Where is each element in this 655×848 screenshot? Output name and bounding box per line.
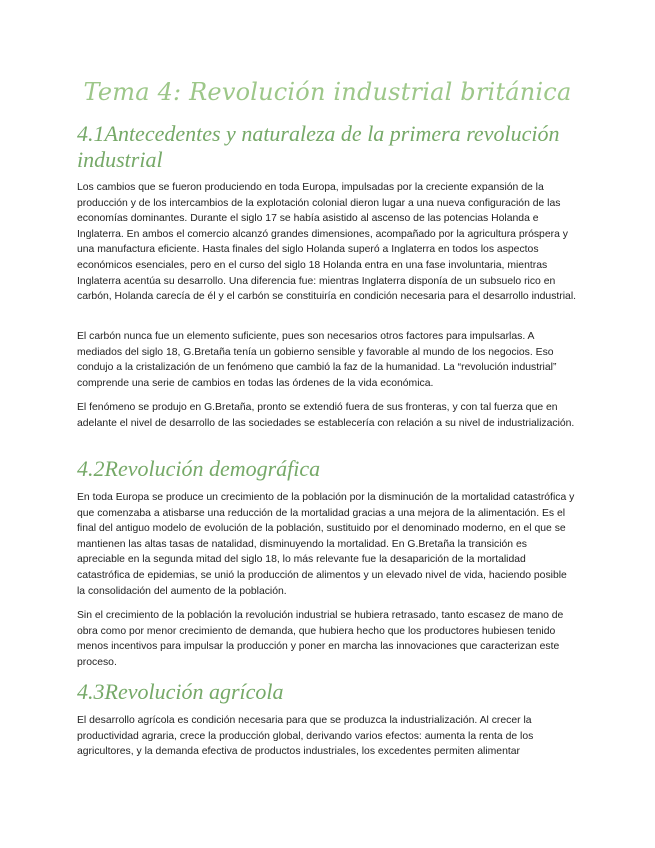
section-heading-antecedentes: 4.1Antecedentes y naturaleza de la primera revolución industrial	[77, 121, 560, 172]
paragraph: Sin el crecimiento de la población la revolución industrial se hubiera retrasado, tanto escasez de mano de obra como por menor crecimiento de demanda, que hubiera hecho que los productores hubiesen tenido menos incentivos para impulsar la producción y poner en marcha las innovaciones que caracterizan este proceso.	[77, 610, 564, 668]
paragraph: El carbón nunca fue un elemento suficiente, pues son necesarios otros factores para impulsarlas. A mediados del siglo 18, G.Bretaña tenía un gobierno sensible y favorable al mundo de los negocios. Eso condujo a la cristalización de un fenómeno que cambió la faz de la humanidad. La “revolución industrial” comprende una serie de cambios en todas las órdenes de la vida económica.	[77, 331, 557, 389]
section-heading-demografica: 4.2Revolución demográfica	[77, 456, 321, 481]
paragraph: El fenómeno se produjo en G.Bretaña, pronto se extendió fuera de sus fronteras, y con tal fuerza que en adelante el nivel de desarrollo de las sociedades se establecería con relación a su nivel de industrialización.	[77, 402, 575, 429]
paragraph: El desarrollo agrícola es condición necesaria para que se produzca la industrialización. Al crecer la productividad agraria, crece la producción global, derivando varios efectos: aumenta la renta de los agricultores, y la demanda efectiva de productos industriales, los excedentes permiten alimentar	[77, 715, 534, 758]
document-title: Tema 4: Revolución industrial británica	[83, 78, 572, 106]
section-heading-agricola: 4.3Revolución agrícola	[77, 679, 284, 704]
paragraph: En toda Europa se produce un crecimiento de la población por la disminución de la mortalidad catastrófica y que comenzaba a atisbarse una reducción de la mortalidad gracias a una mejora de la alimentación. Es el final del antiguo modelo de evolución de la población, sustituido por el denominado moderno, en el que se mantienen las altas tasas de natalidad, disminuyendo la mortalidad. En G.Bretaña la transición es apreciable en la segunda mitad del siglo 18, lo más relevante fue la desaparición de la mortalidad catastrófica de epidemias, se unió la producción de alimentos y un elevado nivel de vida, haciendo posible la consolidación del aumento de la población.	[77, 492, 575, 597]
paragraph: Los cambios que se fueron produciendo en toda Europa, impulsadas por la creciente expansión de la producción y de los intercambios de la explotación colonial dieron lugar a una nueva configuración de las economías dominantes. Durante el siglo 17 se había asistido al ascenso de las potencias Holanda e Inglaterra. En ambos el comercio alcanzó grandes dimensiones, acompañado por la agricultura próspera y una manufactura eficiente. Hasta finales del siglo Holanda superó a Inglaterra en todos los aspectos económicos esenciales, pero en el curso del siglo 18 Holanda entra en una fase involuntaria, mientras Inglaterra acentúa su desarrollo. Una diferencia fue: mientras Inglaterra disponía de un subsuelo rico en carbón, Holanda carecía de él y el carbón se constituiría en condición necesaria para el desarrollo industrial.	[77, 182, 577, 303]
